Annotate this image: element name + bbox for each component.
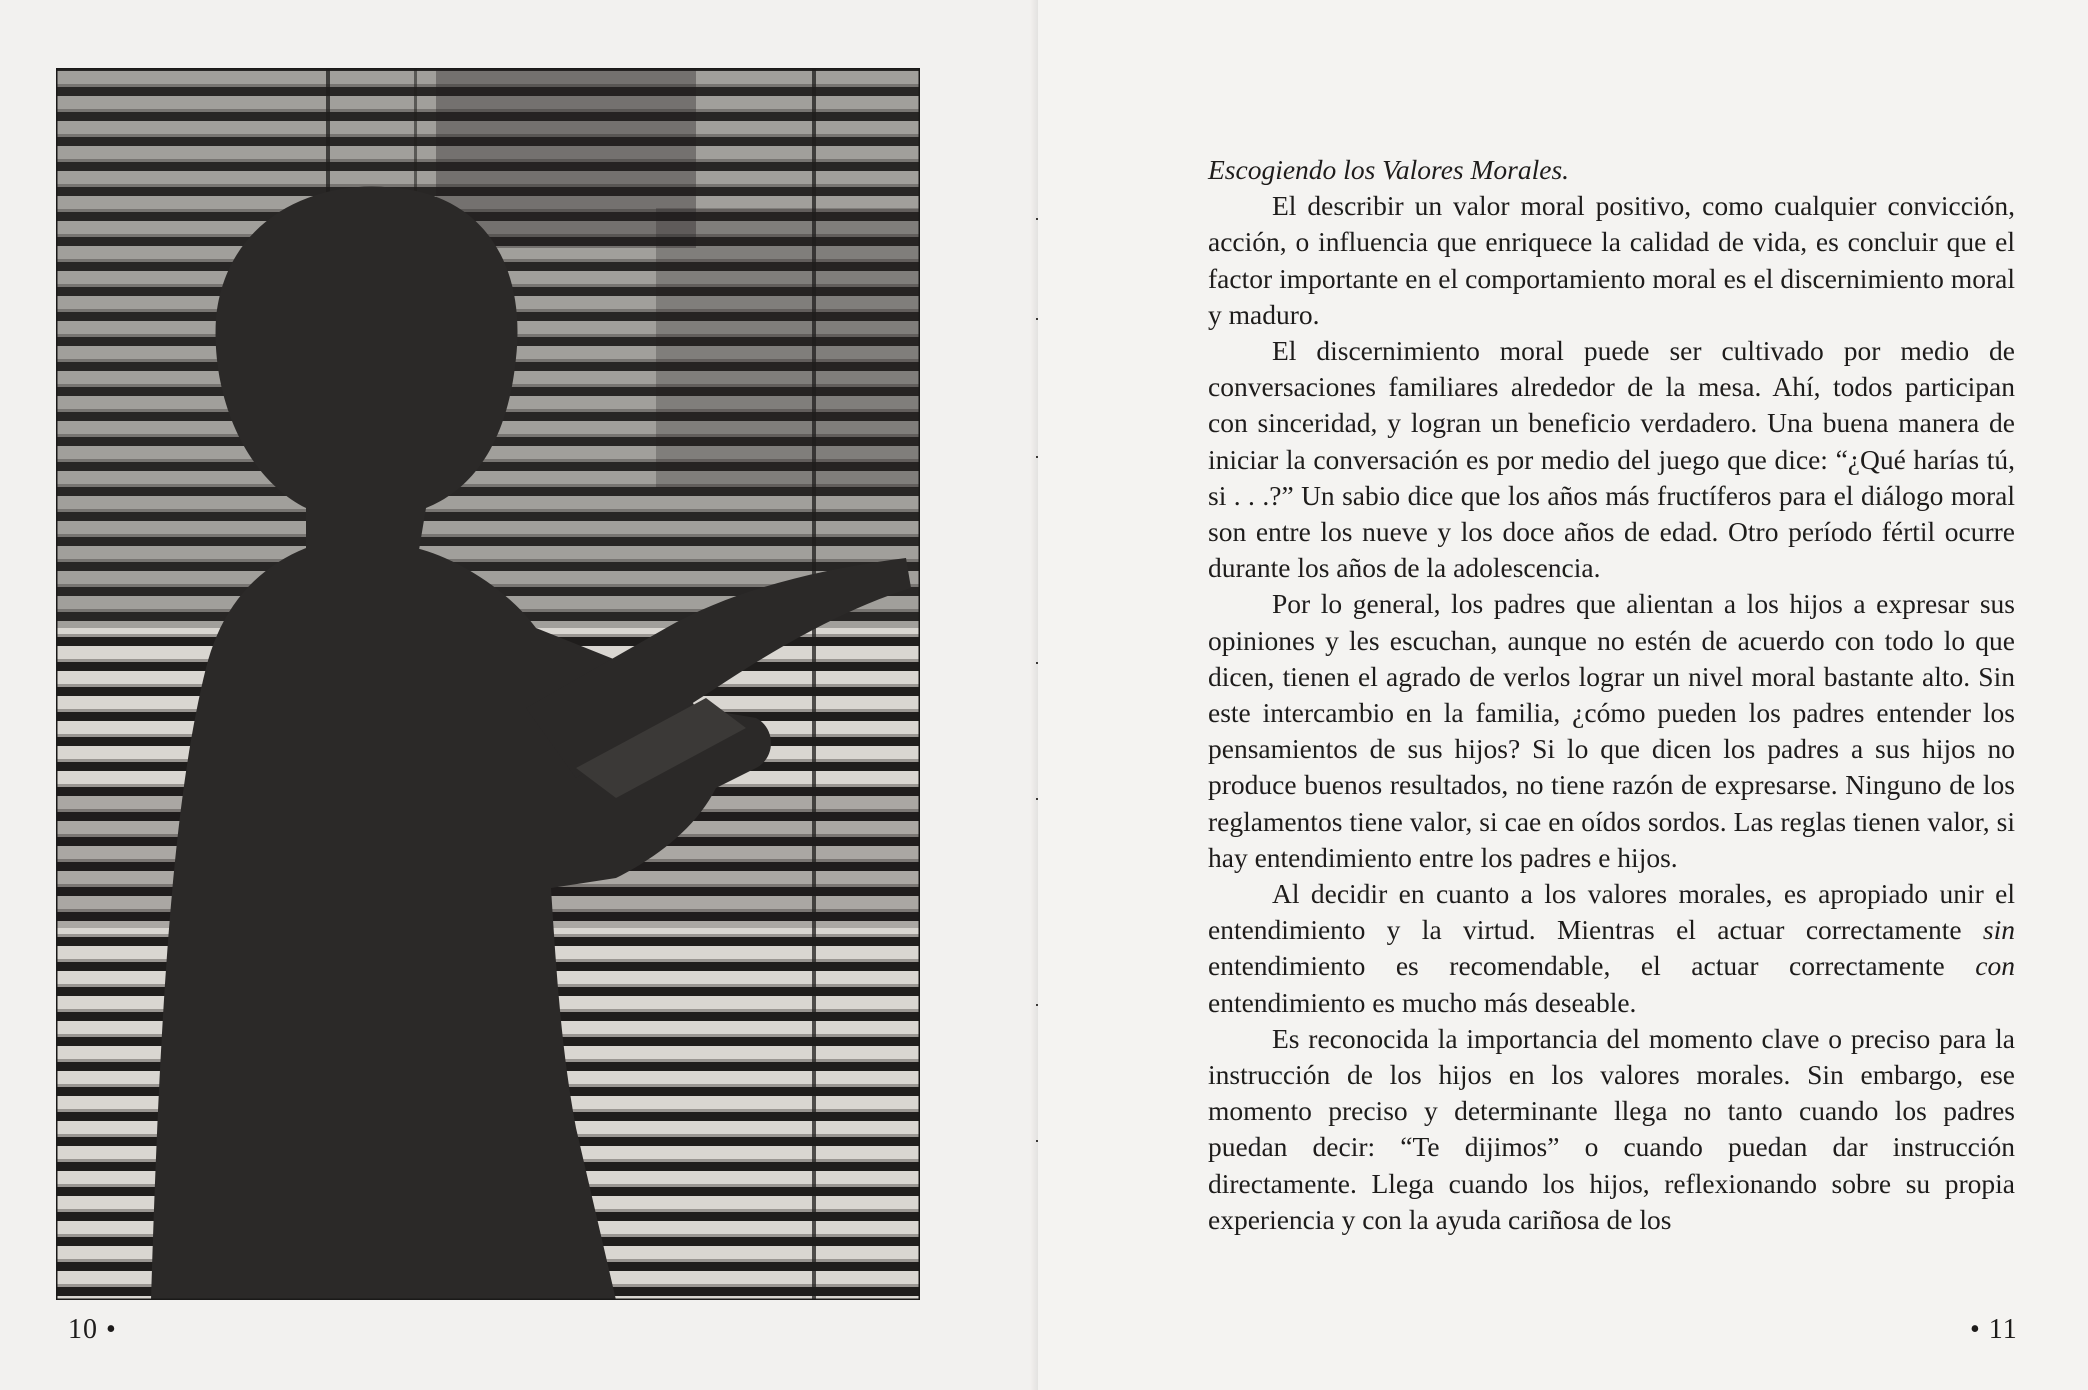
page-number-right: • 11	[1970, 1314, 2018, 1345]
emphasis-text: con	[1975, 950, 2015, 982]
paragraph-text: entendimiento es mucho más deseable.	[1208, 986, 1637, 1018]
paragraph: El describir un valor moral positivo, como cualquier convicción, acción, o influencia que enriquece la calidad de vida, es concluir que el factor importante en el comportamiento moral es el discernimiento moral y maduro.	[1208, 190, 2015, 330]
left-page	[0, 0, 1038, 1390]
page-number-left: 10 •	[68, 1314, 117, 1345]
emphasis-text: sin	[1982, 914, 2015, 946]
paragraph-text: Al decidir en cuanto a los valores morales, es apropiado unir el entendimiento y la virtud. Mientras el actuar correctamente	[1208, 878, 2015, 946]
paragraph: Por lo general, los padres que alientan a los hijos a expresar sus opiniones y les escuchan, aunque no estén de acuerdo con todo lo que dicen, tienen el agrado de verlos lograr un nivel moral bastante alto. Sin este intercambio en la familia, ¿cómo pueden los padres entender los pensamientos de sus hijos? Si lo que dicen los padres a sus hijos no produce buenos resultados, no tiene razón de expresarse. Ninguno de los reglamentos tiene valor, si cae en oídos sordos. Las reglas tienen valor, si hay entendimiento entre los padres e hijos.	[1208, 588, 2015, 873]
paragraph: Es reconocida la importancia del momento clave o preciso para la instrucción de los hijos en los valores morales. Sin embargo, ese momento preciso y determinante llega no tanto cuando los padres puedan decir: “Te dijimos” o cuando puedan dar instrucción directamente. Llega cuando los hijos, reflexionando sobre su propia experiencia y con la ayuda cariñosa de los	[1208, 1022, 2015, 1235]
section-heading: Escogiendo los Valores Morales.	[1208, 154, 1570, 185]
paragraph-text: entendimiento es recomendable, el actuar correctamente	[1208, 950, 1976, 982]
paragraph: El discernimiento moral puede ser cultivado por medio de conversaciones familiares alrededor de la mesa. Ahí, todos participan con sinceridad, y logran un beneficio verdadero. Una buena manera de iniciar la conversación es por medio del juego que dice: “¿Qué harías tú, si . . .?” Un sabio dice que los años más fructíferos para el diálogo moral son entre los nueve y los doce años de edad. Otro período fértil ocurre durante los años de la adolescencia.	[1208, 335, 2015, 584]
body-text	[1208, 152, 2015, 1238]
silhouette-reading-photo	[56, 68, 920, 1300]
paragraph	[1208, 876, 2015, 1021]
